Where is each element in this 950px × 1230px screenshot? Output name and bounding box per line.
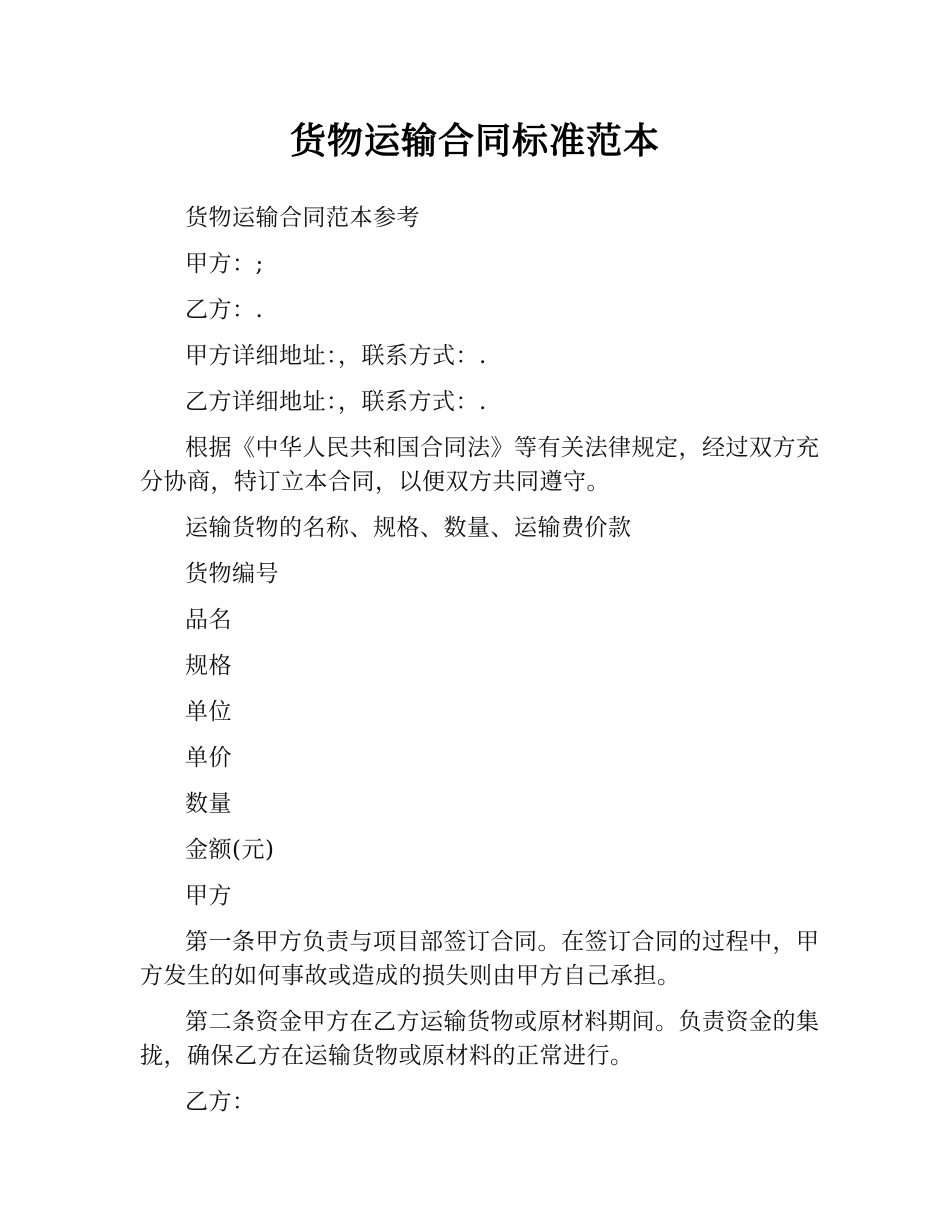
paragraph-party-b: 乙方：. — [185, 297, 264, 323]
paragraph-product-name: 品名 — [185, 607, 232, 633]
paragraph-goods-number: 货物编号 — [185, 561, 279, 587]
paragraph-quantity: 数量 — [185, 791, 232, 817]
paragraph-party-a: 甲方：; — [185, 251, 264, 277]
paragraph-unit: 单位 — [185, 699, 232, 725]
paragraph-unit-price: 单价 — [185, 745, 232, 771]
paragraph-party-a-address: 甲方详细地址：，联系方式：. — [185, 343, 487, 369]
paragraph-goods-heading: 运输货物的名称、规格、数量、运输费价款 — [185, 515, 632, 541]
paragraph-subtitle: 货物运输合同范本参考 — [185, 205, 420, 231]
paragraph-party-b-address: 乙方详细地址：，联系方式：. — [185, 389, 487, 415]
document-title: 货物运输合同标准范本 — [289, 121, 660, 162]
paragraph-specification: 规格 — [185, 653, 232, 679]
paragraph-preamble: 根据《中华人民共和国合同法》等有关法律规定，经过双方充分协商，特订立本合同，以便双方共同遵守。 — [140, 435, 820, 495]
paragraph-amount: 金额(元) — [185, 837, 275, 863]
paragraph-article-1: 第一条甲方负责与项目部签订合同。在签订合同的过程中，甲方发生的如何事故或造成的损失则由甲方自己承担。 — [140, 929, 820, 989]
document-body — [140, 201, 820, 1131]
paragraph-party-b-section: 乙方： — [185, 1089, 256, 1115]
paragraph-article-2: 第二条资金甲方在乙方运输货物或原材料期间。负责资金的集拢，确保乙方在运输货物或原材料的正常进行。 — [140, 1009, 820, 1069]
paragraph-party-a-section: 甲方 — [185, 883, 232, 909]
